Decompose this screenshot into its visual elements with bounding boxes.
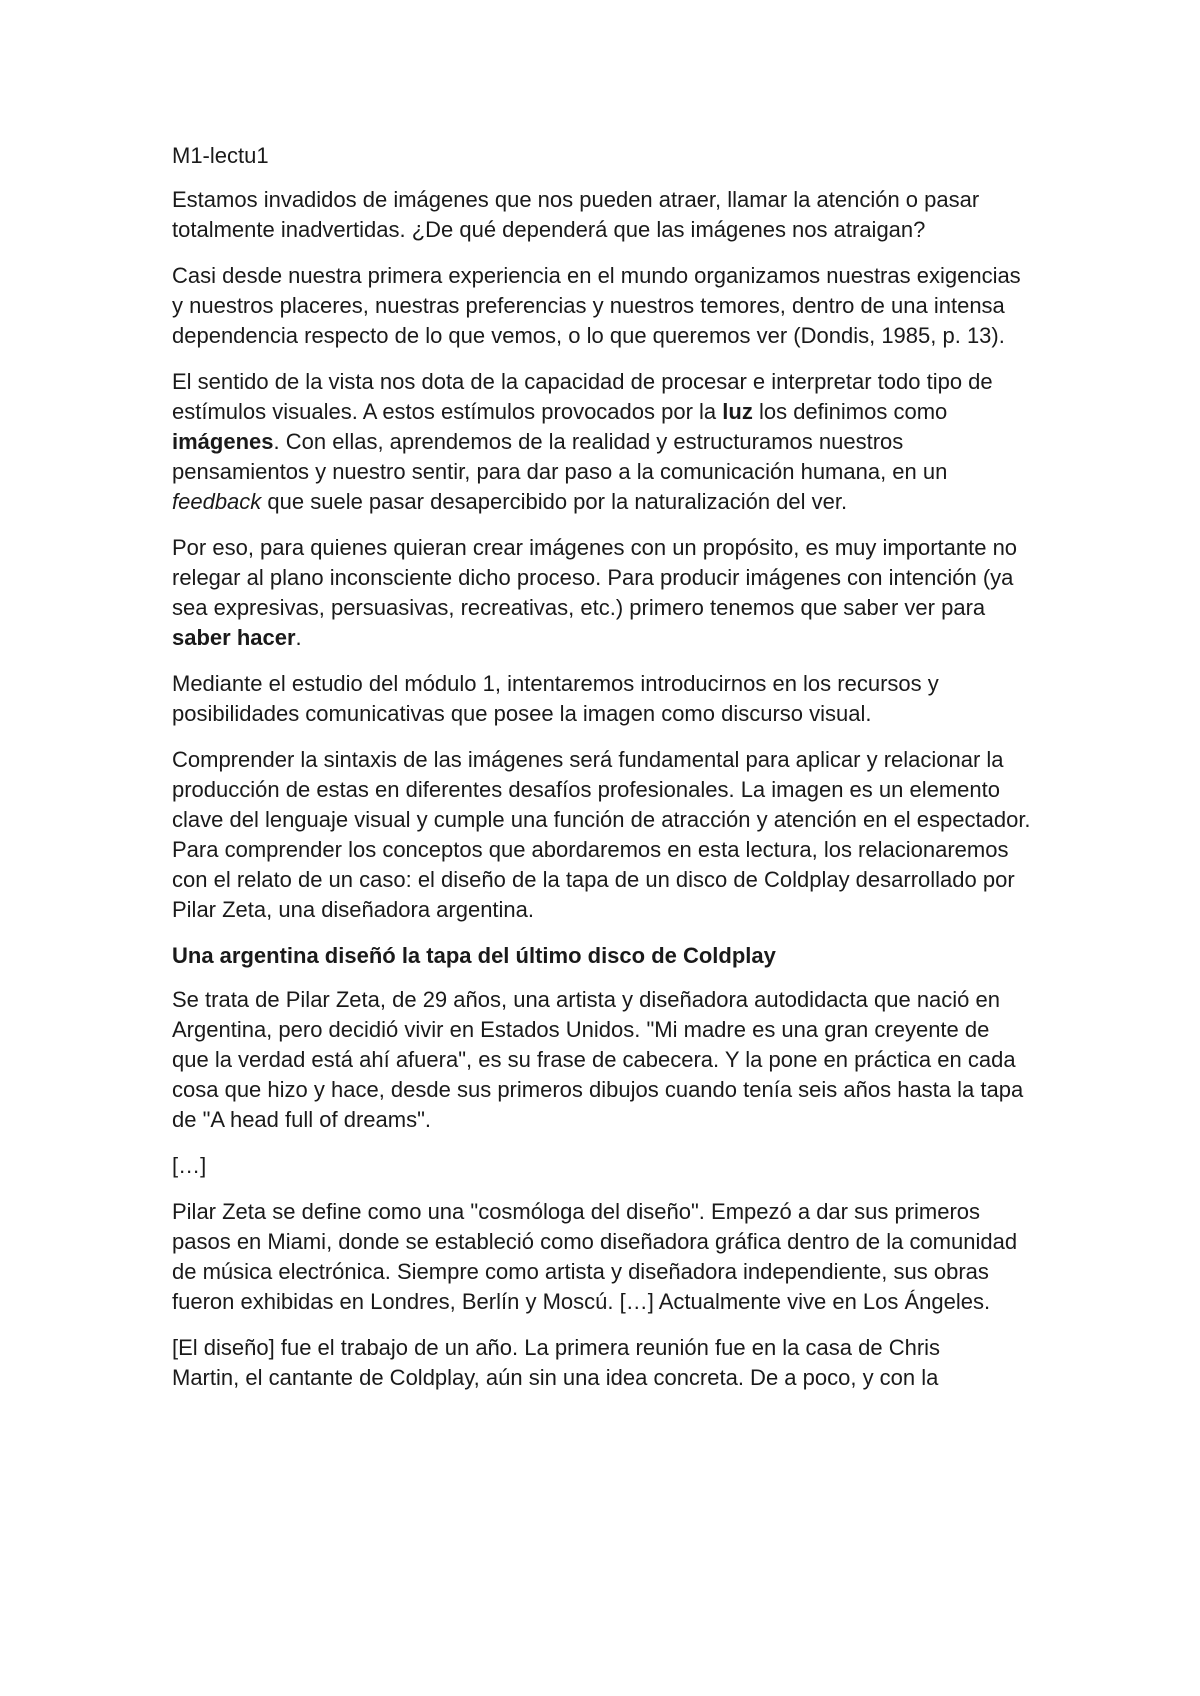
paragraph-dondis-quote: Casi desde nuestra primera experiencia en el mundo organizamos nuestras exigencias y nuestros placeres, nuestras preferencias y nuestros temores, dentro de una intensa dependencia respecto de lo que vemos, o lo que queremos ver (Dondis, 1985, p. 13). bbox=[172, 263, 1021, 348]
document-title: M1-lectu1 bbox=[172, 143, 269, 168]
paragraph-module-1: Mediante el estudio del módulo 1, intentaremos introducirnos en los recursos y posibilidades comunicativas que posee la imagen como discurso visual. bbox=[172, 671, 939, 726]
text-run: los definimos como bbox=[752, 399, 948, 424]
bold-term-imagenes: imágenes bbox=[172, 429, 274, 454]
text-run: Por eso, para quienes quieran crear imágenes con un propósito, es muy importante no relegar al plano inconsciente dicho proceso. Para producir imágenes con intención (ya sea expresivas, persuasivas, recreativas, etc.) primero tenemos que saber ver para bbox=[172, 535, 1018, 620]
italic-term-feedback: feedback bbox=[172, 489, 262, 514]
ellipsis-marker: […] bbox=[172, 1153, 207, 1178]
paragraph-pilar-zeta: Se trata de Pilar Zeta, de 29 años, una artista y diseñadora autodidacta que nació en Argentina, pero decidió vivir en Estados Unidos. "Mi madre es una gran creyente de que la verdad está ahí afuera", es su frase de cabecera. Y la pone en práctica en cada cosa que hizo y hace, desde sus primeros dibujos cuando tenía seis años hasta la tapa de "A head full of dreams". bbox=[172, 987, 1024, 1132]
paragraph-intro: Estamos invadidos de imágenes que nos pueden atraer, llamar la atención o pasar totalmente inadvertidas. ¿De qué dependerá que las imágenes nos atraigan? bbox=[172, 187, 980, 242]
text-line: [El diseño] fue el trabajo de un año. La primera reunión fue en la casa de Chris bbox=[172, 1335, 941, 1360]
paragraph-syntax: Comprender la sintaxis de las imágenes será fundamental para aplicar y relacionar la producción de estas en diferentes desafíos profesionales. La imagen es un elemento clave del lenguaje visual y cumple una función de atracción y atención en el espectador. Para comprender los conceptos que abordaremos en esta lectura, los relacionaremos con el relato de un caso: el diseño de la tapa de un disco de Coldplay desarrollado por Pilar Zeta, una diseñadora argentina. bbox=[172, 747, 1031, 922]
text-run: que suele pasar desapercibido por la naturalización del ver. bbox=[261, 489, 848, 514]
paragraph-purpose bbox=[172, 533, 1032, 653]
document-page bbox=[172, 141, 1032, 1409]
text-run: . bbox=[295, 625, 302, 650]
bold-term-saber-hacer: saber hacer bbox=[172, 625, 296, 650]
section-heading: Una argentina diseñó la tapa del último disco de Coldplay bbox=[172, 943, 776, 968]
paragraph-sense-of-sight bbox=[172, 367, 1032, 517]
paragraph-design-year bbox=[172, 1333, 1032, 1393]
text-run: . Con ellas, aprendemos de la realidad y estructuramos nuestros pensamientos y nuestro sentir, para dar paso a la comunicación humana, en un bbox=[172, 429, 948, 484]
text-run: El sentido de la vista nos dota de la capacidad de procesar e interpretar todo tipo de estímulos visuales. A estos estímulos provocados por la bbox=[172, 369, 993, 424]
bold-term-luz: luz bbox=[722, 399, 753, 424]
paragraph-cosmologa: Pilar Zeta se define como una "cosmóloga del diseño". Empezó a dar sus primeros pasos en Miami, donde se estableció como diseñadora gráfica dentro de la comunidad de música electrónica. Siempre como artista y diseñadora independiente, sus obras fueron exhibidas en Londres, Berlín y Moscú. […] Actualmente vive en Los Ángeles. bbox=[172, 1199, 1018, 1314]
text-line: Martin, el cantante de Coldplay, aún sin una idea concreta. De a poco, y con la bbox=[172, 1365, 939, 1390]
